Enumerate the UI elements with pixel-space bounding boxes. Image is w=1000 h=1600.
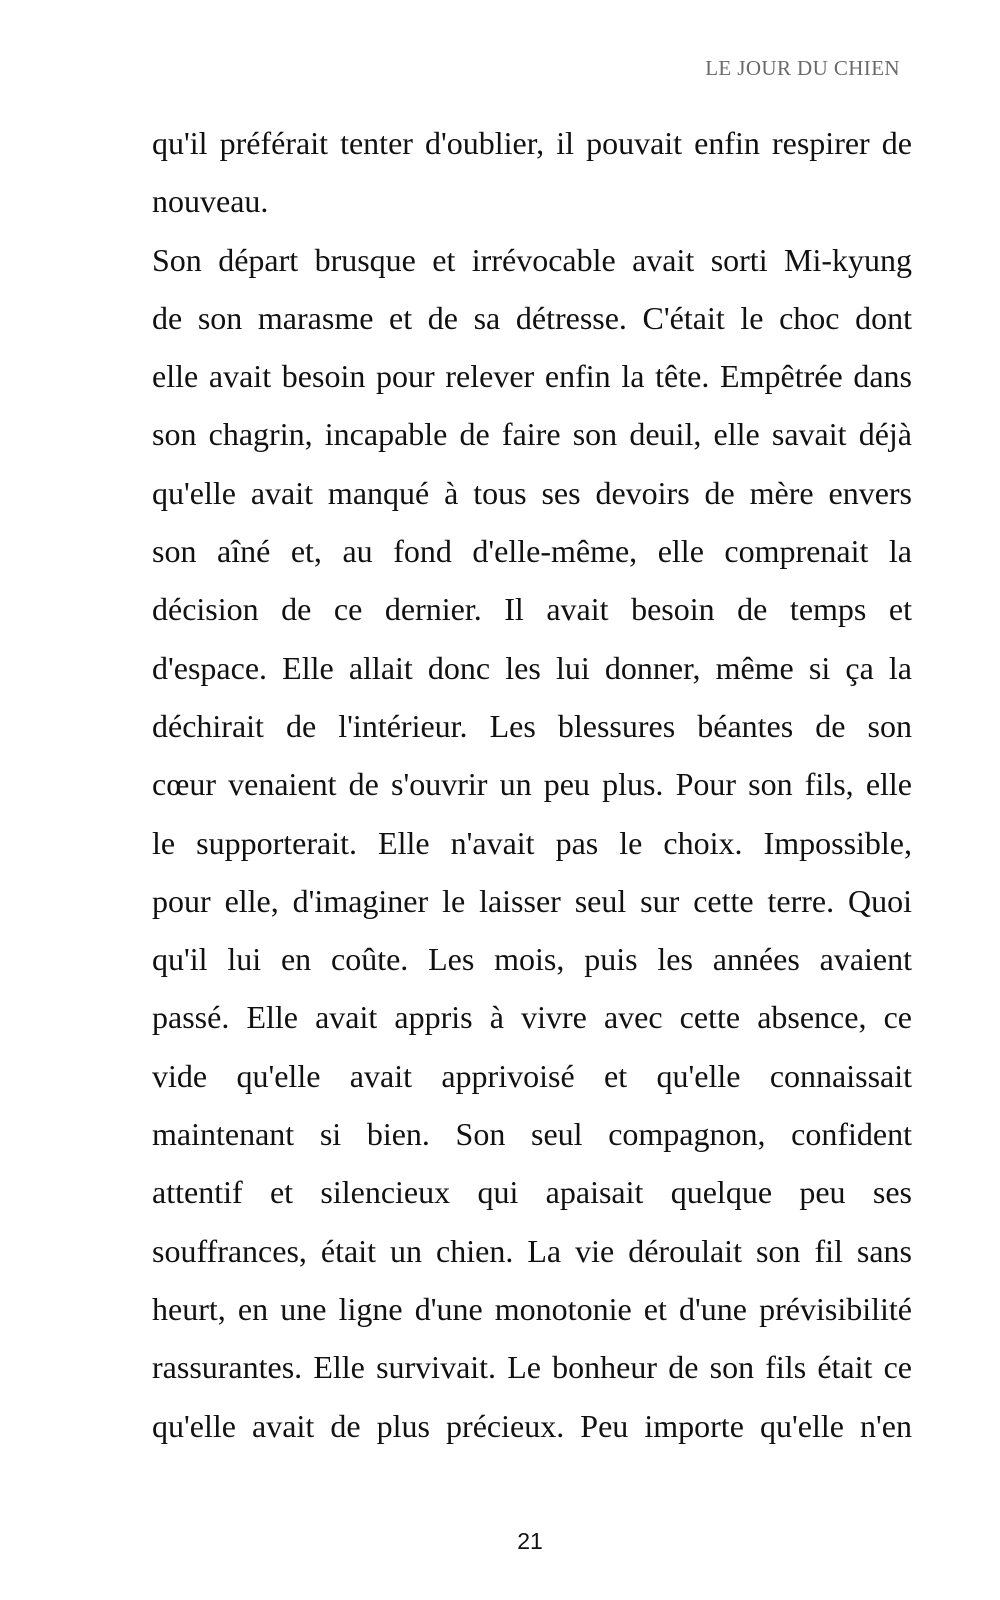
text-line: passé. Elle avait appris à vivre avec cette absence, ce [152, 999, 912, 1036]
text-line: nouveau. [152, 183, 269, 220]
text-line: pour elle, d'imaginer le laisser seul sur cette terre. Quoi [152, 882, 912, 919]
running-head-title: LE JOUR DU CHIEN [705, 56, 900, 80]
text-line: qu'elle avait manqué à tous ses devoirs de mère envers [152, 474, 912, 511]
text-line: elle avait besoin pour relever enfin la tête. Empêtrée dans [152, 358, 912, 395]
text-line: décision de ce dernier. Il avait besoin de temps et [152, 591, 912, 628]
text-line: Son départ brusque et irrévocable avait sorti Mi-kyung [152, 241, 912, 278]
text-line: attentif et silencieux qui apaisait quelque peu ses [152, 1174, 912, 1211]
text-line: le supporterait. Elle n'avait pas le choix. Impossible, [152, 824, 912, 861]
text-line: souffrances, était un chien. La vie déroulait son fil sans [152, 1232, 912, 1269]
body-text [152, 114, 912, 1455]
text-line: qu'il préférait tenter d'oublier, il pouvait enfin respirer de [152, 125, 912, 161]
text-line: rassurantes. Elle survivait. Le bonheur de son fils était ce [152, 1349, 912, 1386]
text-line: déchirait de l'intérieur. Les blessures béantes de son [152, 707, 912, 744]
text-line: de son marasme et de sa détresse. C'était le choc dont [152, 299, 912, 336]
text-line: son chagrin, incapable de faire son deuil, elle savait déjà [152, 416, 912, 453]
text-line: cœur venaient de s'ouvrir un peu plus. Pour son fils, elle [152, 766, 912, 803]
text-line: d'espace. Elle allait donc les lui donner, même si ça la [152, 649, 912, 686]
text-line: son aîné et, au fond d'elle-même, elle comprenait la [152, 533, 912, 570]
text-line: heurt, en une ligne d'une monotonie et d'une prévisibilité [152, 1290, 912, 1327]
page-number: 21 [517, 1528, 543, 1554]
text-line: vide qu'elle avait apprivoisé et qu'elle connaissait [152, 1057, 912, 1094]
text-line: qu'il lui en coûte. Les mois, puis les années avaient [152, 941, 912, 978]
text-line: qu'elle avait de plus précieux. Peu importe qu'elle n'en [152, 1407, 912, 1444]
text-line: maintenant si bien. Son seul compagnon, confident [152, 1116, 912, 1153]
